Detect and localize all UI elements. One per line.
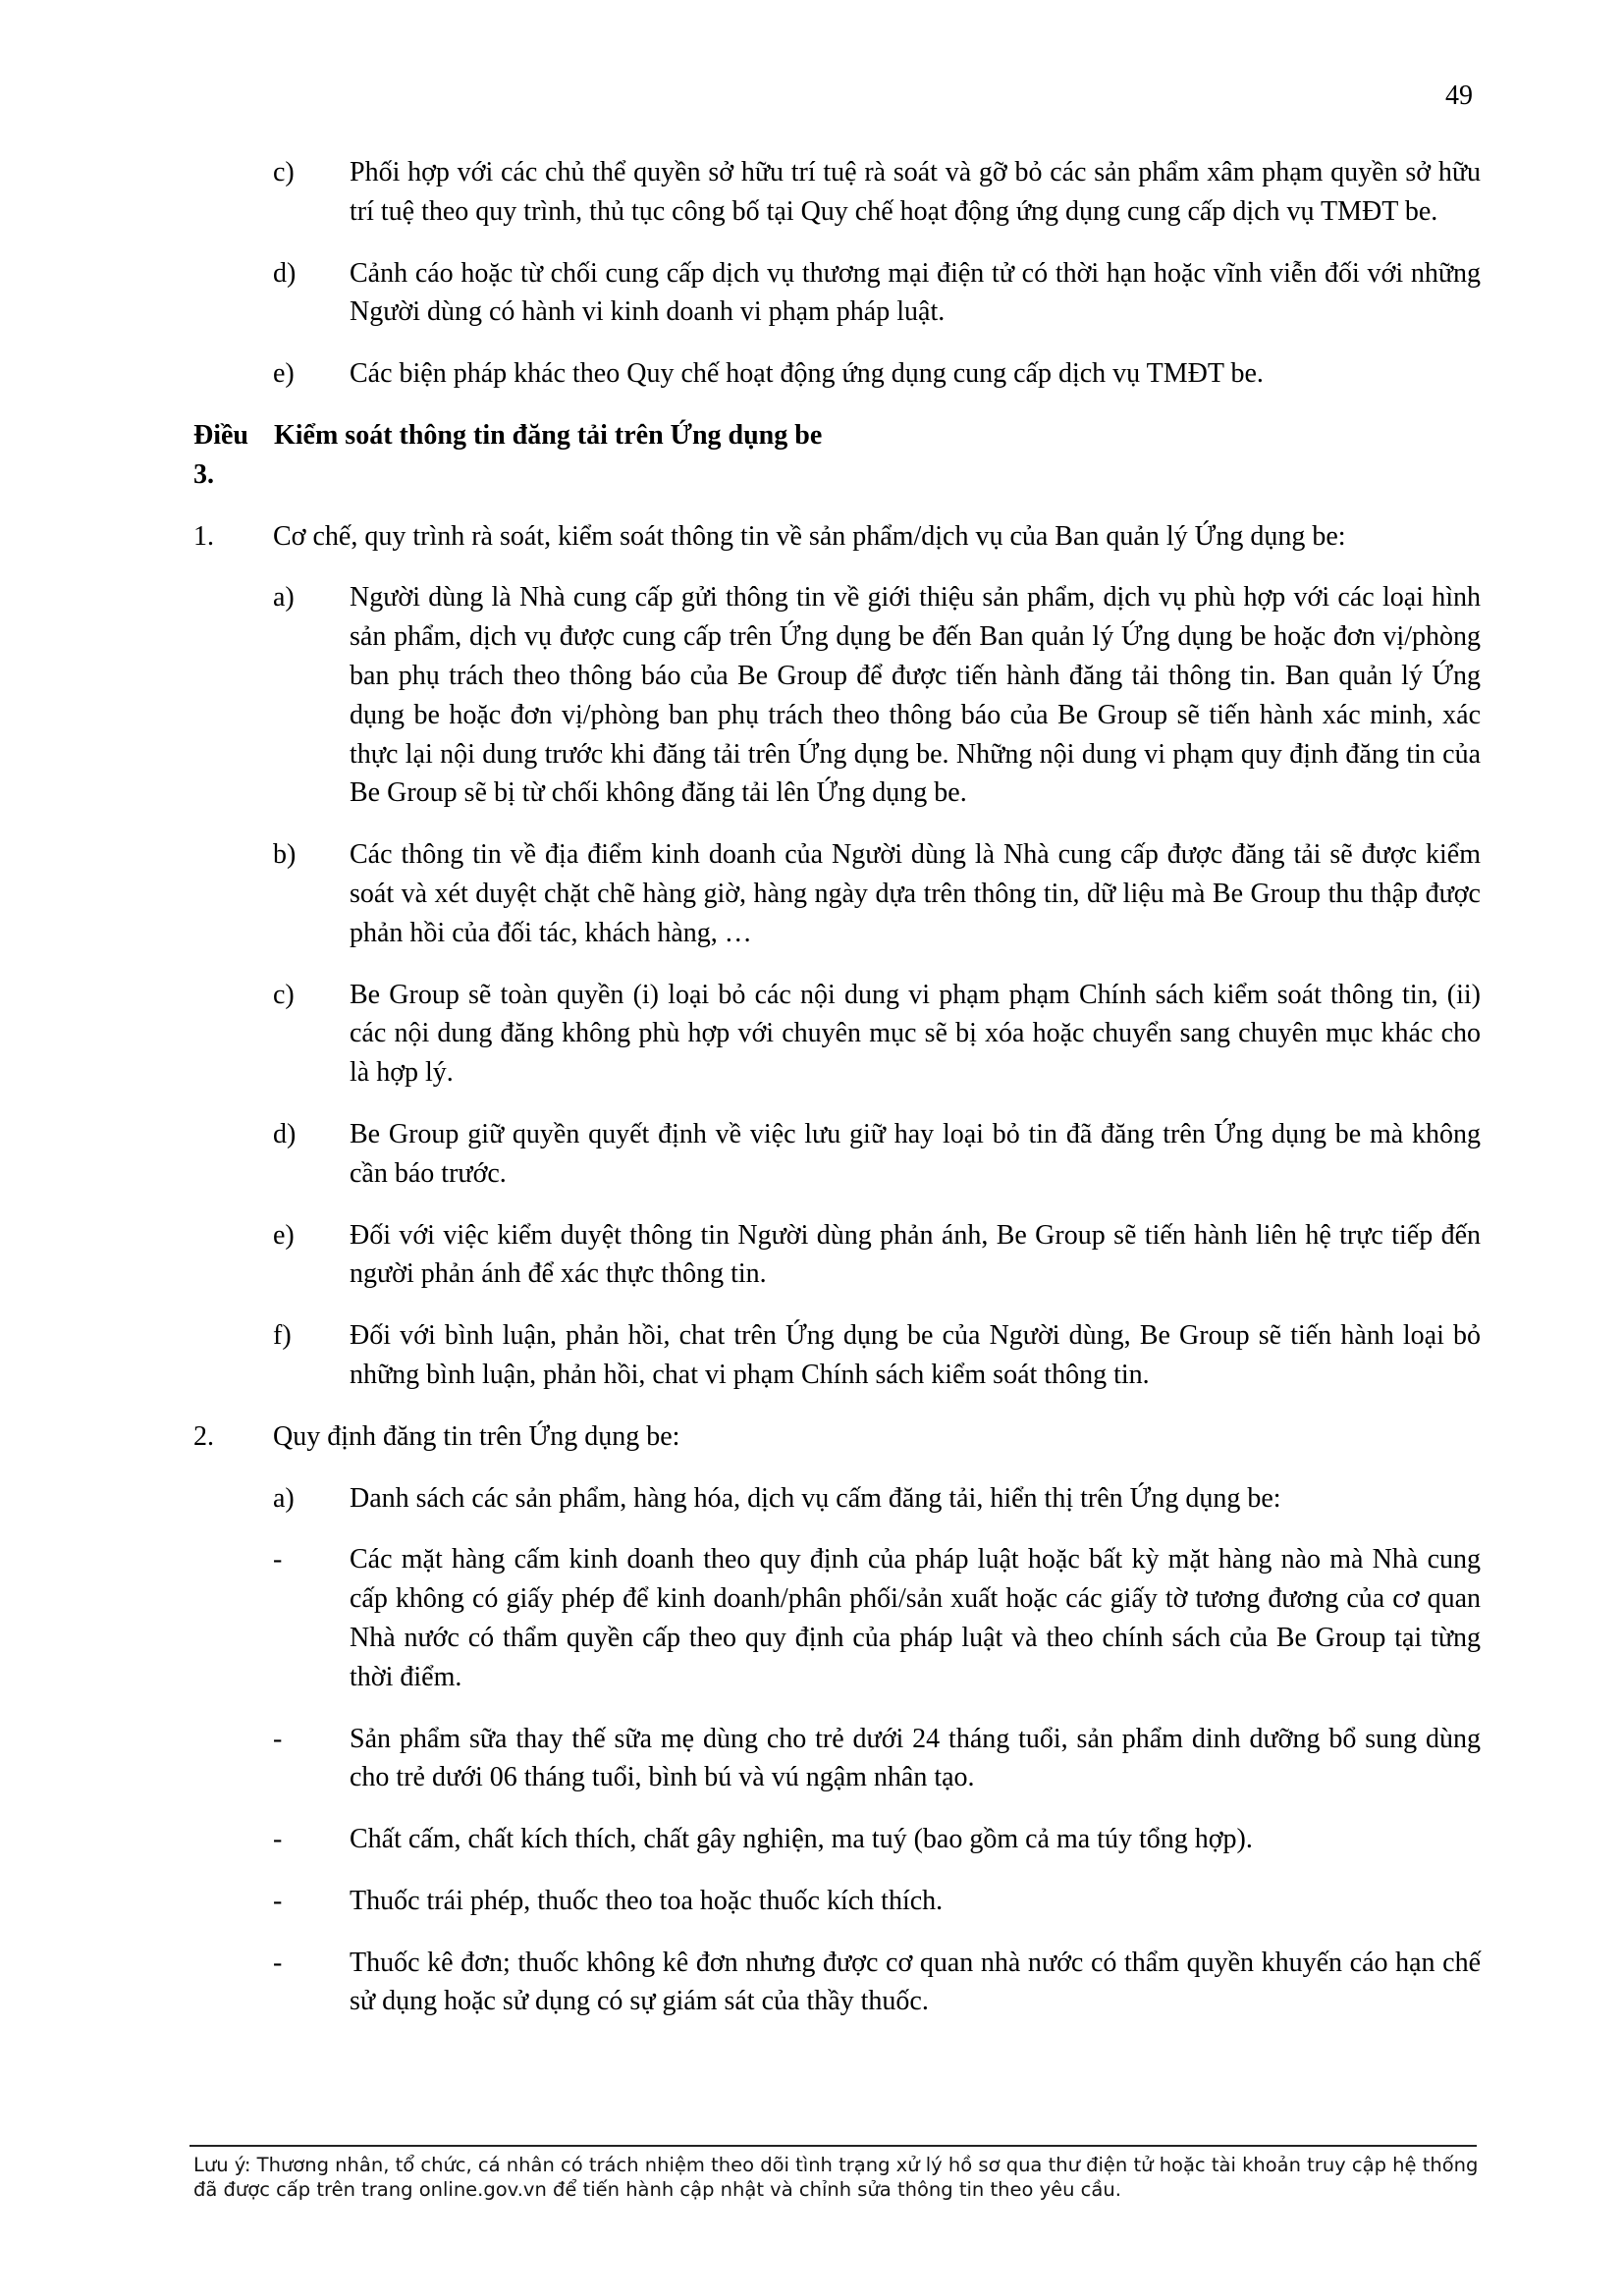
article-label: Điều 3. xyxy=(193,419,248,490)
section-1-item-a xyxy=(193,578,1481,813)
list-item-text: Đối với việc kiểm duyệt thông tin Người dùng phản ánh, Be Group sẽ tiến hành liên hệ trực tiếp đến người phản ánh để xác thực thông tin. xyxy=(350,1219,1481,1290)
list-item-text: Phối hợp với các chủ thể quyền sở hữu trí tuệ rà soát và gỡ bỏ các sản phẩm xâm phạm quyền sở hữu trí tuệ theo quy trình, thủ tục công bố tại Quy chế hoạt động ứng dụng cung cấp dịch vụ TMĐT be. xyxy=(350,157,1481,227)
list-marker: b) xyxy=(273,839,297,871)
section-2-bullet xyxy=(193,1540,1481,1696)
section-text: Cơ chế, quy trình rà soát, kiểm soát thông tin về sản phẩm/dịch vụ của Ban quản lý Ứng dụng be: xyxy=(273,520,1346,552)
list-item-text: Be Group giữ quyền quyết định về việc lưu giữ hay loại bỏ tin đã đăng trên Ứng dụng be mà không cần báo trước. xyxy=(350,1118,1481,1189)
list-item-text: Chất cấm, chất kích thích, chất gây nghiện, ma tuý (bao gồm cả ma túy tổng hợp). xyxy=(350,1824,1253,1855)
list-marker: a) xyxy=(273,582,295,614)
section-1-item-d xyxy=(193,1115,1481,1194)
dash-marker: - xyxy=(273,1544,283,1575)
dash-marker: - xyxy=(273,1947,283,1978)
list-item-intro-d xyxy=(193,254,1481,333)
list-item-text: Be Group sẽ toàn quyền (i) loại bỏ các nội dung vi phạm phạm Chính sách kiểm soát thông tin, (ii) các nội dung đăng không phù hợp với chuyên mục sẽ bị xóa hoặc chuyển sang chuyên mục khác cho là hợp lý. xyxy=(350,979,1481,1089)
list-marker: e) xyxy=(273,358,295,390)
list-item-text: Cảnh cáo hoặc từ chối cung cấp dịch vụ thương mại điện tử có thời hạn hoặc vĩnh viễn đối với những Người dùng có hành vi kinh doanh vi phạm pháp luật. xyxy=(350,257,1481,328)
list-marker: e) xyxy=(273,1219,295,1251)
list-item-text: Các thông tin về địa điểm kinh doanh của Người dùng là Nhà cung cấp được đăng tải sẽ được kiểm soát và xét duyệt chặt chẽ hàng giờ, hàng ngày dựa trên thông tin, dữ liệu mà Be Group thu thập được phản hồi của đối tác, khách hàng, … xyxy=(350,839,1481,948)
list-item-text: Sản phẩm sữa thay thế sữa mẹ dùng cho trẻ dưới 24 tháng tuổi, sản phẩm dinh dưỡng bổ sung dùng cho trẻ dưới 06 tháng tuổi, bình bú và vú ngậm nhân tạo. xyxy=(350,1723,1481,1793)
section-1-item-b xyxy=(193,835,1481,952)
section-1-item-e xyxy=(193,1216,1481,1295)
list-item-text: Người dùng là Nhà cung cấp gửi thông tin về giới thiệu sản phẩm, dịch vụ phù hợp với các loại hình sản phẩm, dịch vụ được cung cấp trên Ứng dụng be đến Ban quản lý Ứng dụng be hoặc đơn vị/phòng ban phụ trách theo thông báo của Be Group để được tiến hành đăng tải thông tin. Ban quản lý Ứng dụng be hoặc đơn vị/phòng ban phụ trách theo thông báo của Be Group sẽ tiến hành xác minh, xác thực lại nội dung trước khi đăng tải trên Ứng dụng be. Những nội dung vi phạm quy định đăng tin của Be Group sẽ bị từ chối không đăng tải lên Ứng dụng be. xyxy=(350,582,1481,809)
list-item-intro-e xyxy=(193,354,1481,394)
dash-marker: - xyxy=(273,1885,283,1916)
footer-divider xyxy=(189,2145,1477,2147)
list-item-text: Đối với bình luận, phản hồi, chat trên Ứng dụng be của Người dùng, Be Group sẽ tiến hành loại bỏ những bình luận, phản hồi, chat vi phạm Chính sách kiểm soát thông tin. xyxy=(350,1320,1481,1390)
section-1-item-f xyxy=(193,1316,1481,1395)
list-marker: d) xyxy=(273,1118,297,1149)
document-body xyxy=(193,153,1481,2044)
section-marker: 1. xyxy=(193,520,214,552)
list-marker: d) xyxy=(273,257,297,289)
section-2-bullet xyxy=(193,1720,1481,1798)
footer-note: Lưu ý: Thương nhân, tổ chức, cá nhân có trách nhiệm theo dõi tình trạng xử lý hồ sơ qua thư điện tử hoặc tài khoản truy cập hệ thống đã được cấp trên trang online.gov.vn để tiến hành cập nhật và chỉnh sửa thông tin theo yêu cầu. xyxy=(193,2154,1479,2201)
page-number: 49 xyxy=(1445,80,1473,111)
dash-marker: - xyxy=(273,1824,283,1855)
article-title: Kiểm soát thông tin đăng tải trên Ứng dụng be xyxy=(274,419,823,451)
section-1-item-c xyxy=(193,976,1481,1093)
list-item-text: Các biện pháp khác theo Quy chế hoạt động ứng dụng cung cấp dịch vụ TMĐT be. xyxy=(350,358,1264,390)
section-2-bullet xyxy=(193,1820,1481,1859)
list-marker: a) xyxy=(273,1482,295,1514)
dash-marker: - xyxy=(273,1723,283,1754)
section-2-bullet xyxy=(193,1944,1481,2022)
list-marker: f) xyxy=(273,1320,292,1352)
section-text: Quy định đăng tin trên Ứng dụng be: xyxy=(273,1420,680,1452)
section-2-item-a xyxy=(193,1479,1481,1519)
list-item-text: Thuốc trái phép, thuốc theo toa hoặc thuốc kích thích. xyxy=(350,1885,944,1916)
section-2 xyxy=(193,1417,1481,1457)
section-2-bullet xyxy=(193,1882,1481,1921)
section-1 xyxy=(193,517,1481,557)
section-marker: 2. xyxy=(193,1420,214,1452)
list-item-text: Các mặt hàng cấm kinh doanh theo quy định của pháp luật hoặc bất kỳ mặt hàng nào mà Nhà cung cấp không có giấy phép để kinh doanh/phân phối/sản xuất hoặc các giấy tờ tương đương của cơ quan Nhà nước có thẩm quyền cấp theo quy định của pháp luật và theo chính sách của Be Group tại từng thời điểm. xyxy=(350,1544,1481,1692)
article-heading xyxy=(193,416,1481,495)
list-item-text: Danh sách các sản phẩm, hàng hóa, dịch vụ cấm đăng tải, hiển thị trên Ứng dụng be: xyxy=(350,1482,1281,1514)
list-marker: c) xyxy=(273,157,295,187)
list-item-intro-c xyxy=(193,153,1481,232)
list-item-text: Thuốc kê đơn; thuốc không kê đơn nhưng được cơ quan nhà nước có thẩm quyền khuyến cáo hạn chế sử dụng hoặc sử dụng có sự giám sát của thầy thuốc. xyxy=(350,1947,1481,2017)
list-marker: c) xyxy=(273,979,295,1010)
